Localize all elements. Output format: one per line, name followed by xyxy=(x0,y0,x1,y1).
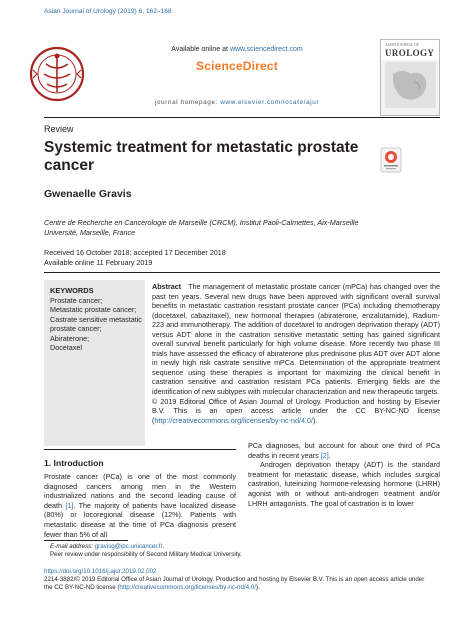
bottom-license-link[interactable]: http://creativecommons.org/licenses/by-nc-nd/4.0/ xyxy=(119,584,256,592)
keyword-item: Docetaxel xyxy=(50,343,82,353)
article-dates xyxy=(44,248,226,267)
sciencedirect-brand[interactable]: ScienceDirect xyxy=(196,59,278,73)
intro-text: . The majority of patients have localized disease (80%) or locoregional disease (12%). Patients with metastatic disease at the time of PCa diagnosis present fewer than 5% of all xyxy=(44,500,236,539)
keywords-list xyxy=(50,296,142,352)
article-section: Review xyxy=(44,124,74,134)
intro-text: Prostate cancer (PCa) is one of the most commonly diagnosed cancers among men in the Western industrialized nations and the second leading cause of death xyxy=(44,472,236,510)
cover-map-image xyxy=(385,62,436,108)
intro-right-column xyxy=(248,441,440,508)
license-suffix: ). xyxy=(255,584,260,592)
abstract-bottom-rule xyxy=(44,449,236,450)
license-line xyxy=(44,584,444,592)
email-end: . xyxy=(162,543,164,550)
keyword-item: Prostate cancer; xyxy=(50,296,103,305)
available-date: Available online 11 February 2019 xyxy=(44,257,153,267)
journal-homepage-link[interactable]: www.elsevier.com/locate/ajur xyxy=(220,99,320,106)
peer-review-note: Peer review under responsibility of Second Military Medical University. xyxy=(50,551,242,559)
journal-cover[interactable] xyxy=(380,39,440,116)
bottom-references xyxy=(44,568,444,593)
abstract xyxy=(152,282,440,425)
abstract-body xyxy=(152,282,440,397)
email-label: E-mail address: xyxy=(50,543,95,550)
cover-subtitle: ASIAN JOURNAL OF xyxy=(385,43,419,47)
author-affiliation: Centre de Recherche en Cancerologie de Marseille (CRCM), Institut Paoli-Calmettes, Aix-Marseille Université, Marseille, France xyxy=(44,218,359,237)
intro-paragraph xyxy=(248,441,440,460)
keyword-item: Abiraterone; xyxy=(50,333,90,343)
copyright-line: 2214-3882/© 2019 Editorial Office of Asian Journal of Urology. Production and hosting by Elsevier B.V. This is an open access article under xyxy=(44,576,425,584)
keyword-item: Castrate sensitive metastatic prostate cancer; xyxy=(50,314,142,334)
journal-reference[interactable]: Asian Journal of Urology (2019) 6, 162–168 xyxy=(44,8,172,15)
license-prefix: the CC BY-NC-ND license ( xyxy=(44,584,120,592)
intro-paragraph: Androgen deprivation therapy (ADT) is the standard treatment for metastatic disease, which includes surgical castration, luteinizing hormone-releasing hormone (LHRH) agonist with or without anti-androgen treatment and/or LHRH antagonists. The goal of castration is to lower xyxy=(248,460,440,508)
keywords-box xyxy=(44,280,145,446)
keyword-item: Metastatic prostate cancer; xyxy=(50,305,137,315)
intro-text: PCa diagnoses, but account for about one third of PCa deaths in recent years xyxy=(248,441,440,460)
availability-prefix: Available online at xyxy=(171,46,230,53)
intro-left-column xyxy=(44,472,236,539)
intro-text: . xyxy=(328,450,331,460)
doi-link[interactable]: https://doi.org/10.1016/j.ajur.2019.02.002 xyxy=(44,568,157,575)
license-link[interactable]: http://creativecommons.org/licenses/by-nc-nd/4.0/ xyxy=(154,415,314,425)
homepage-prefix: journal homepage: xyxy=(154,99,221,106)
citation-link[interactable]: [1] xyxy=(65,500,74,510)
copyright-end: ). xyxy=(313,415,318,425)
footnotes xyxy=(50,543,242,559)
check-for-updates-icon[interactable] xyxy=(380,147,402,173)
copyright-text: © 2019 Editorial Office of Asian Journal of Urology. Production and hosting by Elsevier B.V. This is an open access article under the CC BY-NC-ND license ( xyxy=(152,396,440,425)
abstract-top-rule xyxy=(44,272,440,273)
cover-header xyxy=(381,40,439,60)
received-date: Received 16 October 2018; accepted 17 December 2018 xyxy=(44,248,226,257)
article-author: Gwenaelle Gravis xyxy=(44,188,132,200)
footnote-rule xyxy=(44,540,128,541)
citation-link[interactable]: [2] xyxy=(320,450,329,460)
abstract-text: The management of metastatic prostate cancer (mPCa) has changed over the past ten years. Several new drugs have been approved with significant overall survival benefits in metastatic castration resistant prostate cancer (PCa) including chemotherapy (docetaxel, cabazitaxel), new hormonal therapies (abiraterone, enzalutamide), Radium-223 and immunotherapy. The addition of docetaxel to androgen deprivation therapy (ADT) versus ADT alone in the castration sensitive metastatic setting has gained significant overall survival benefit particularly for high volume disease. More recently two phase III trials have assessed the efficacy of abiraterone plus prednisone plus ADT over ADT alone in newly high risk castrate sensitive mPCa. Determination of the appropriate treatment sequence using these therapies is important for maximizing the clinical benefit in castration sensitive and castration resistant PCa patients. Emerging fields are the identification of new subtypes with molecular characterization and new therapeutic targets. xyxy=(152,282,440,397)
email-footnote xyxy=(50,543,242,551)
keywords-title: KEYWORDS xyxy=(50,286,94,295)
author-email-link[interactable]: gravisg@ipc.unicancer.fr xyxy=(94,543,163,550)
header-rule xyxy=(44,117,440,118)
sciencedirect-link[interactable]: www.sciencedirect.com xyxy=(229,46,303,53)
cover-title: UROLOGY xyxy=(385,48,435,58)
article-title: Systemic treatment for metastatic prostate cancer xyxy=(44,139,359,174)
introduction-heading: 1. Introduction xyxy=(44,458,104,468)
abstract-copyright xyxy=(152,397,440,426)
abstract-label: Abstract xyxy=(152,282,182,291)
